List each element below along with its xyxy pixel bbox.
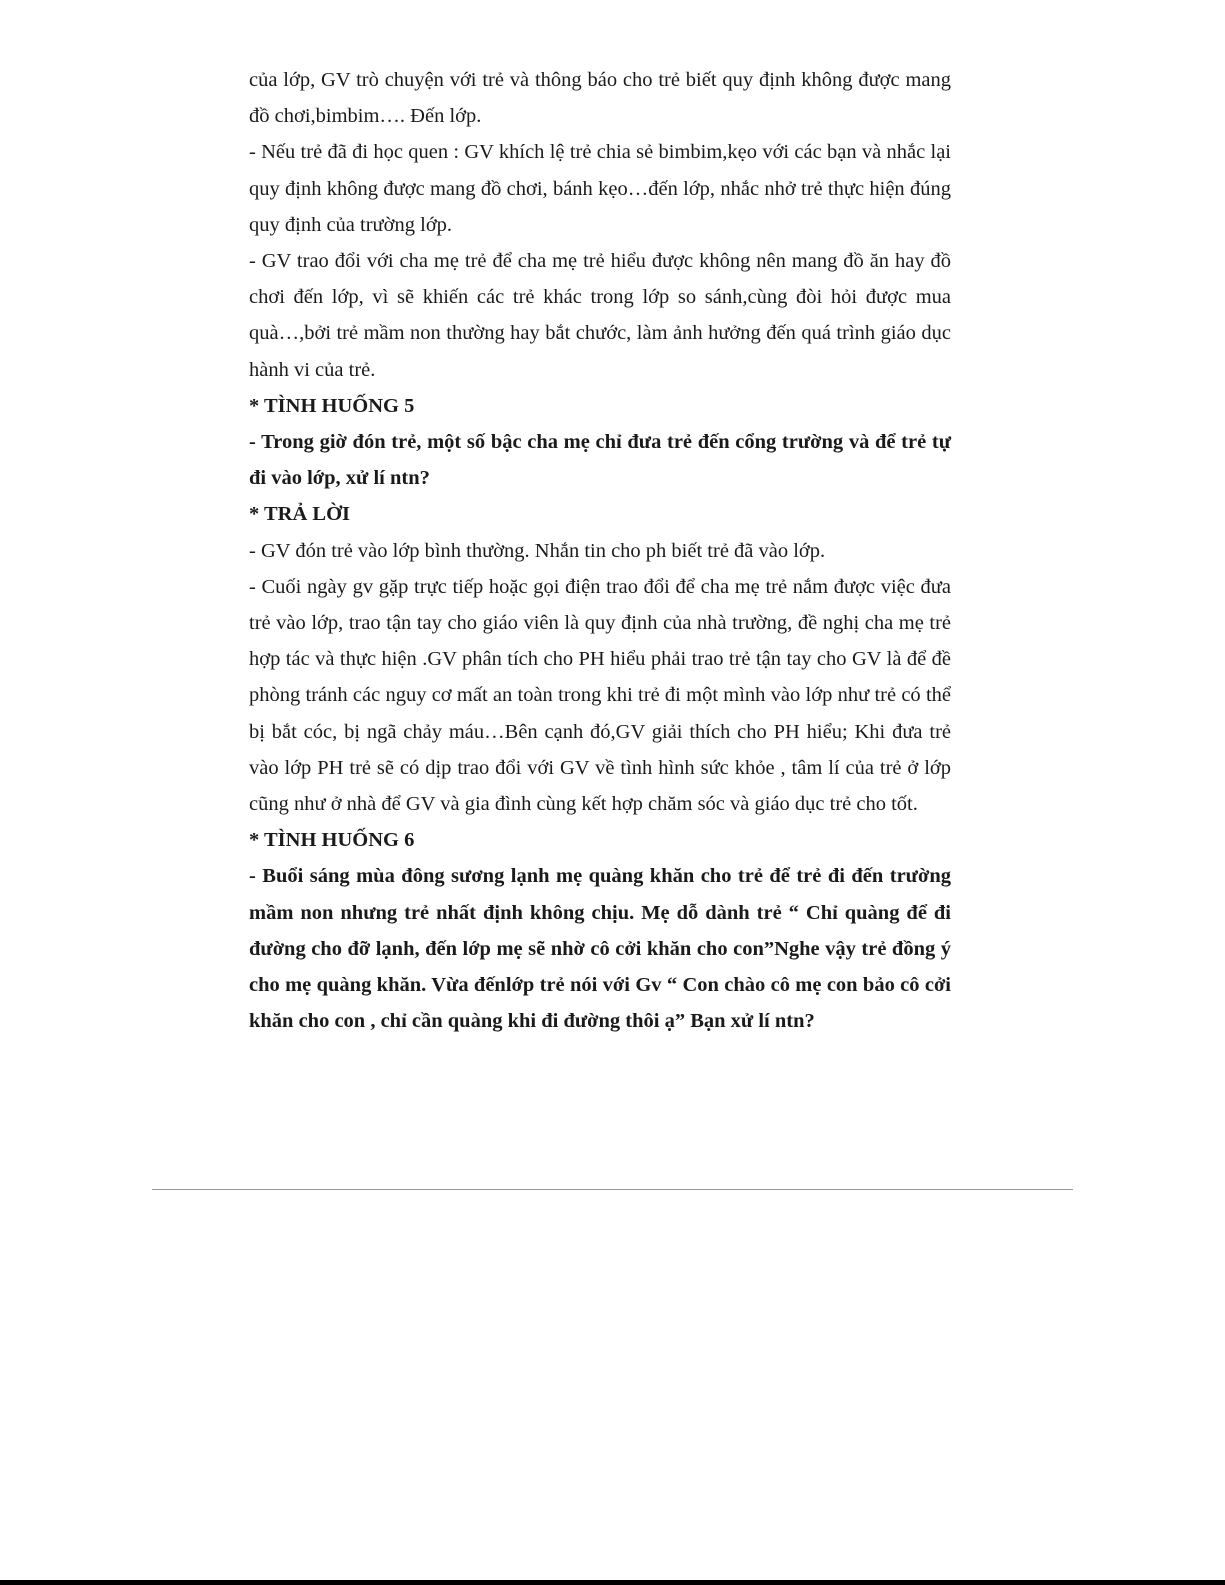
heading-situation-6: * TÌNH HUỐNG 6 bbox=[249, 829, 415, 852]
question-situation-5: - Trong giờ đón trẻ, một số bậc cha mẹ chỉ đưa trẻ đến cổng trường và để trẻ tự đi vào lớp, xử lí ntn? bbox=[249, 431, 951, 490]
paragraph-receive-child: - GV đón trẻ vào lớp bình thường. Nhắn tin cho ph biết trẻ đã vào lớp. bbox=[249, 539, 826, 562]
paragraph-end-of-day: - Cuối ngày gv gặp trực tiếp hoặc gọi điện trao đổi để cha mẹ trẻ nắm được việc đưa trẻ vào lớp, trao tận tay cho giáo viên là quy định của nhà trường, đề nghị cha mẹ trẻ hợp tác và thực hiện .GV phân tích cho PH hiểu phải trao trẻ tận tay cho GV là để đề phòng tránh các nguy cơ mất an toàn trong khi trẻ đi một mình vào lớp như trẻ có thể bị bắt cóc, bị ngã chảy máu…Bên cạnh đó,GV giải thích cho PH hiểu; Khi đưa trẻ vào lớp PH trẻ sẽ có dịp trao đổi với GV về tình hình sức khỏe , tâm lí của trẻ ở lớp cũng như ở nhà để GV và gia đình cùng kết hợp chăm sóc và giáo dục trẻ cho tốt. bbox=[249, 575, 951, 816]
page-divider bbox=[152, 1189, 1073, 1190]
paragraph-talk-with-parents: - GV trao đổi với cha mẹ trẻ để cha mẹ trẻ hiểu được không nên mang đồ ăn hay đồ chơi đến lớp, vì sẽ khiến các trẻ khác trong lớp so sánh,cùng đòi hỏi được mua quà…,bởi trẻ mầm non thường hay bắt chước, làm ảnh hưởng đến quá trình giáo dục hành vi của trẻ. bbox=[249, 250, 951, 381]
paragraph-intro-continuation: của lớp, GV trò chuyện với trẻ và thông báo cho trẻ biết quy định không được mang đồ chơi,bimbim…. Đến lớp. bbox=[249, 69, 951, 128]
heading-situation-5: * TÌNH HUỐNG 5 bbox=[249, 394, 415, 417]
bottom-edge-bar bbox=[0, 1580, 1225, 1585]
document-body bbox=[249, 62, 951, 1039]
heading-answer: * TRẢ LỜI bbox=[249, 503, 351, 526]
question-situation-6: - Buổi sáng mùa đông sương lạnh mẹ quàng khăn cho trẻ để trẻ đi đến trường mầm non nhưng trẻ nhất định không chịu. Mẹ dỗ dành trẻ “ Chỉ quàng để đi đường cho đỡ lạnh, đến lớp mẹ sẽ nhờ cô cởi khăn cho con”Nghe vậy trẻ đồng ý cho mẹ quàng khăn. Vừa đếnlớp trẻ nói với Gv “ Con chào cô mẹ con bảo cô cởi khăn cho con , chỉ cần quàng khi đi đường thôi ạ” Bạn xử lí ntn? bbox=[249, 865, 951, 1033]
paragraph-used-to-school: - Nếu trẻ đã đi học quen : GV khích lệ trẻ chia sẻ bimbim,kẹo với các bạn và nhắc lại quy định không được mang đồ chơi, bánh kẹo…đến lớp, nhắc nhở trẻ thực hiện đúng quy định của trường lớp. bbox=[249, 141, 951, 236]
